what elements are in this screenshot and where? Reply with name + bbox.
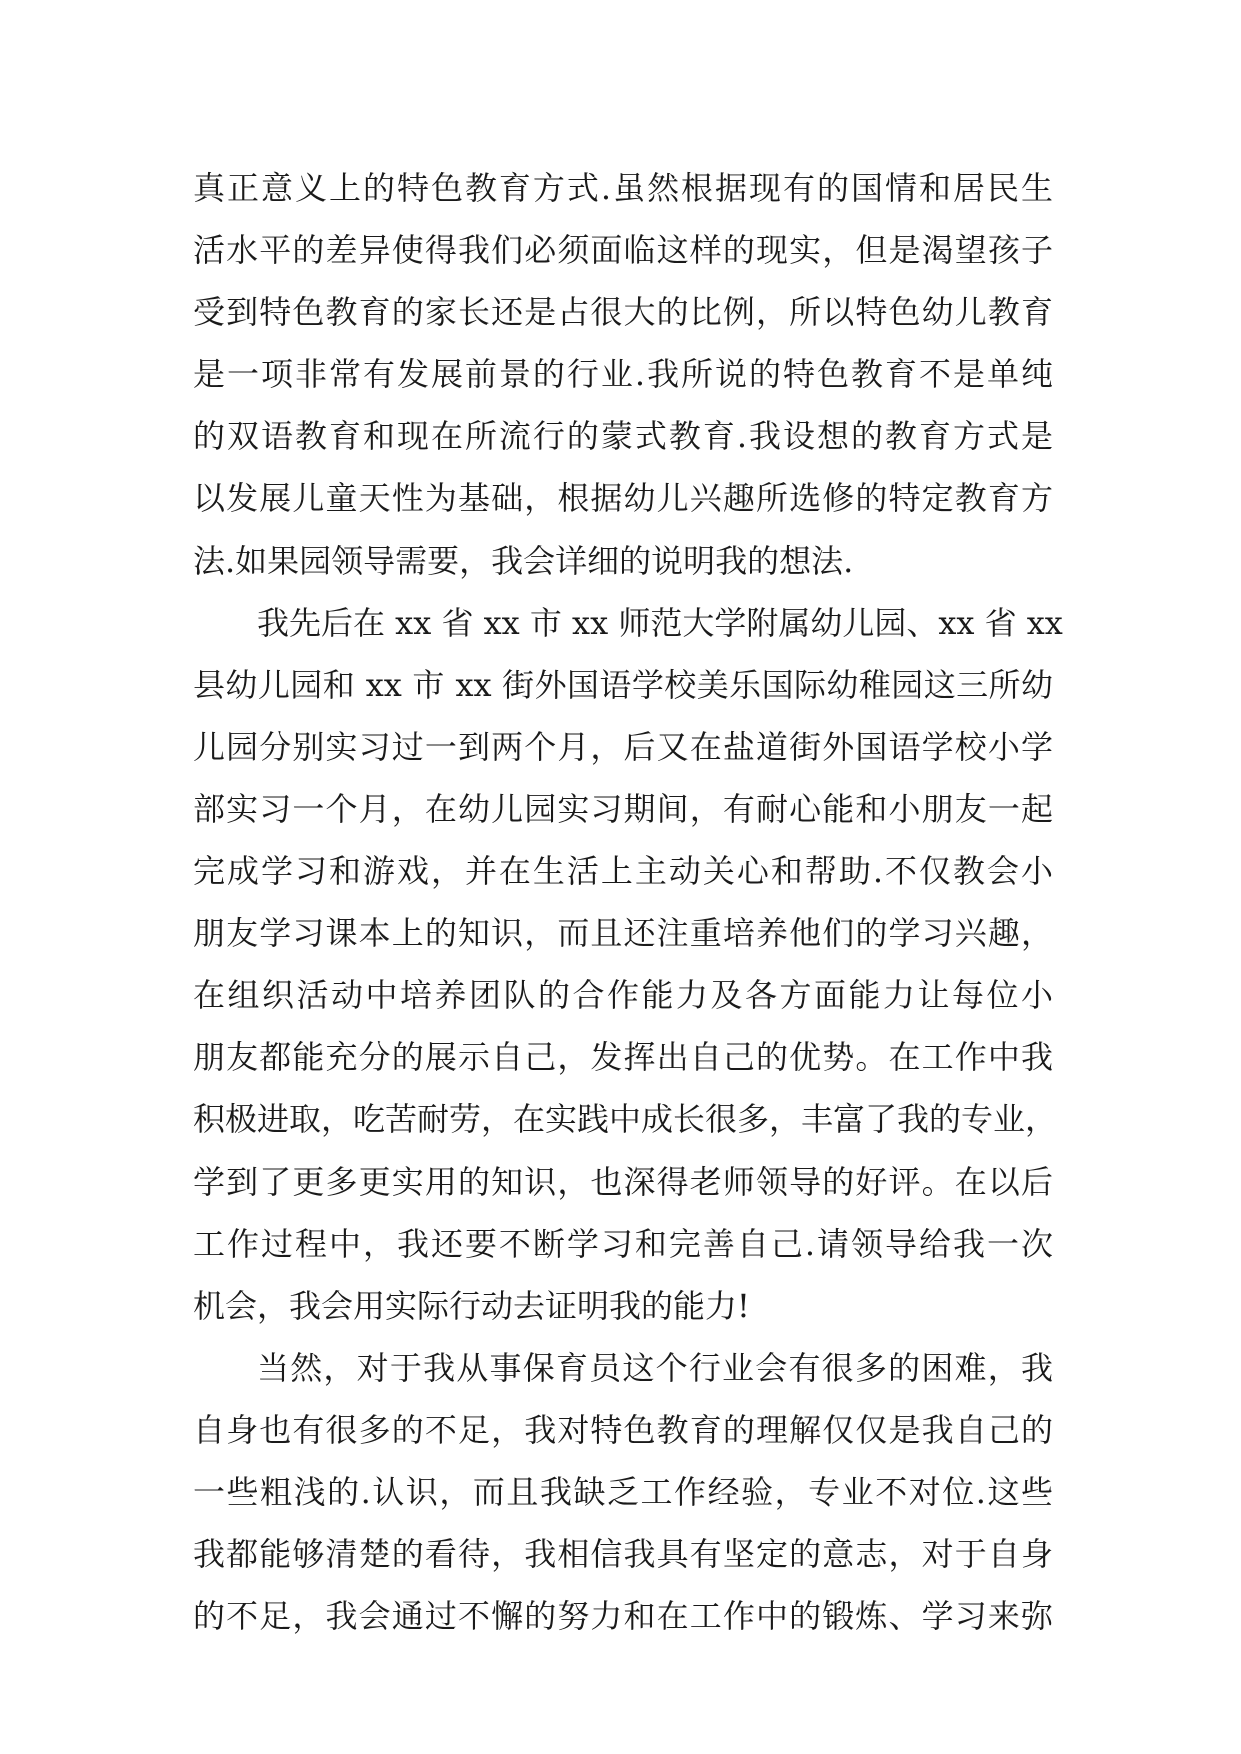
text-line: 工作过程中，我还要不断学习和完善自己.请领导给我一次 xyxy=(193,1224,1053,1263)
text-line: 真正意义上的特色教育方式.虽然根据现有的国情和居民生 xyxy=(193,169,1053,207)
text-line: 的不足，我会通过不懈的努力和在工作中的锻炼、学习来弥 xyxy=(193,1597,1053,1636)
text-line: 是一项非常有发展前景的行业.我所说的特色教育不是单纯 xyxy=(193,355,1053,394)
text-line: 朋友都能充分的展示自己，发挥出自己的优势。在工作中我 xyxy=(193,1038,1053,1077)
text-line: 自身也有很多的不足，我对特色教育的理解仅仅是我自己的 xyxy=(193,1410,1053,1449)
text-line: 部实习一个月，在幼儿园实习期间，有耐心能和小朋友一起 xyxy=(193,789,1053,828)
text-line: 机会，我会用实际行动去证明我的能力! xyxy=(193,1286,750,1325)
text-line: 受到特色教育的家长还是占很大的比例，所以特色幼儿教育 xyxy=(193,293,1053,332)
paragraph-start-line: 我先后在 xx 省 xx 市 xx 师范大学附属幼儿园、xx 省 xx xyxy=(257,603,1063,642)
text-line: 活水平的差异使得我们必须面临这样的现实，但是渴望孩子 xyxy=(193,231,1053,270)
paragraph-start-line: 当然，对于我从事保育员这个行业会有很多的困难，我 xyxy=(257,1348,1053,1387)
text-line: 法.如果园领导需要，我会详细的说明我的想法. xyxy=(193,541,854,580)
text-line: 我都能够清楚的看待，我相信我具有坚定的意志，对于自身 xyxy=(193,1535,1053,1574)
text-line: 以发展儿童天性为基础，根据幼儿兴趣所选修的特定教育方 xyxy=(193,479,1053,518)
text-line: 朋友学习课本上的知识，而且还注重培养他们的学习兴趣， xyxy=(193,914,1053,953)
text-line: 完成学习和游戏，并在生活上主动关心和帮助.不仅教会小 xyxy=(193,852,1053,891)
text-line: 的双语教育和现在所流行的蒙式教育.我设想的教育方式是 xyxy=(193,417,1053,456)
text-line: 学到了更多更实用的知识，也深得老师领导的好评。在以后 xyxy=(193,1162,1053,1201)
text-line: 积极进取，吃苦耐劳，在实践中成长很多，丰富了我的专业， xyxy=(193,1100,1058,1139)
text-line: 儿园分别实习过一到两个月，后又在盐道街外国语学校小学 xyxy=(193,727,1053,766)
body-text xyxy=(193,157,1063,1647)
text-line: 县幼儿园和 xx 市 xx 街外国语学校美乐国际幼稚园这三所幼 xyxy=(193,665,1053,704)
text-line: 在组织活动中培养团队的合作能力及各方面能力让每位小 xyxy=(193,976,1053,1015)
text-line: 一些粗浅的.认识，而且我缺乏工作经验，专业不对位.这些 xyxy=(193,1472,1053,1511)
